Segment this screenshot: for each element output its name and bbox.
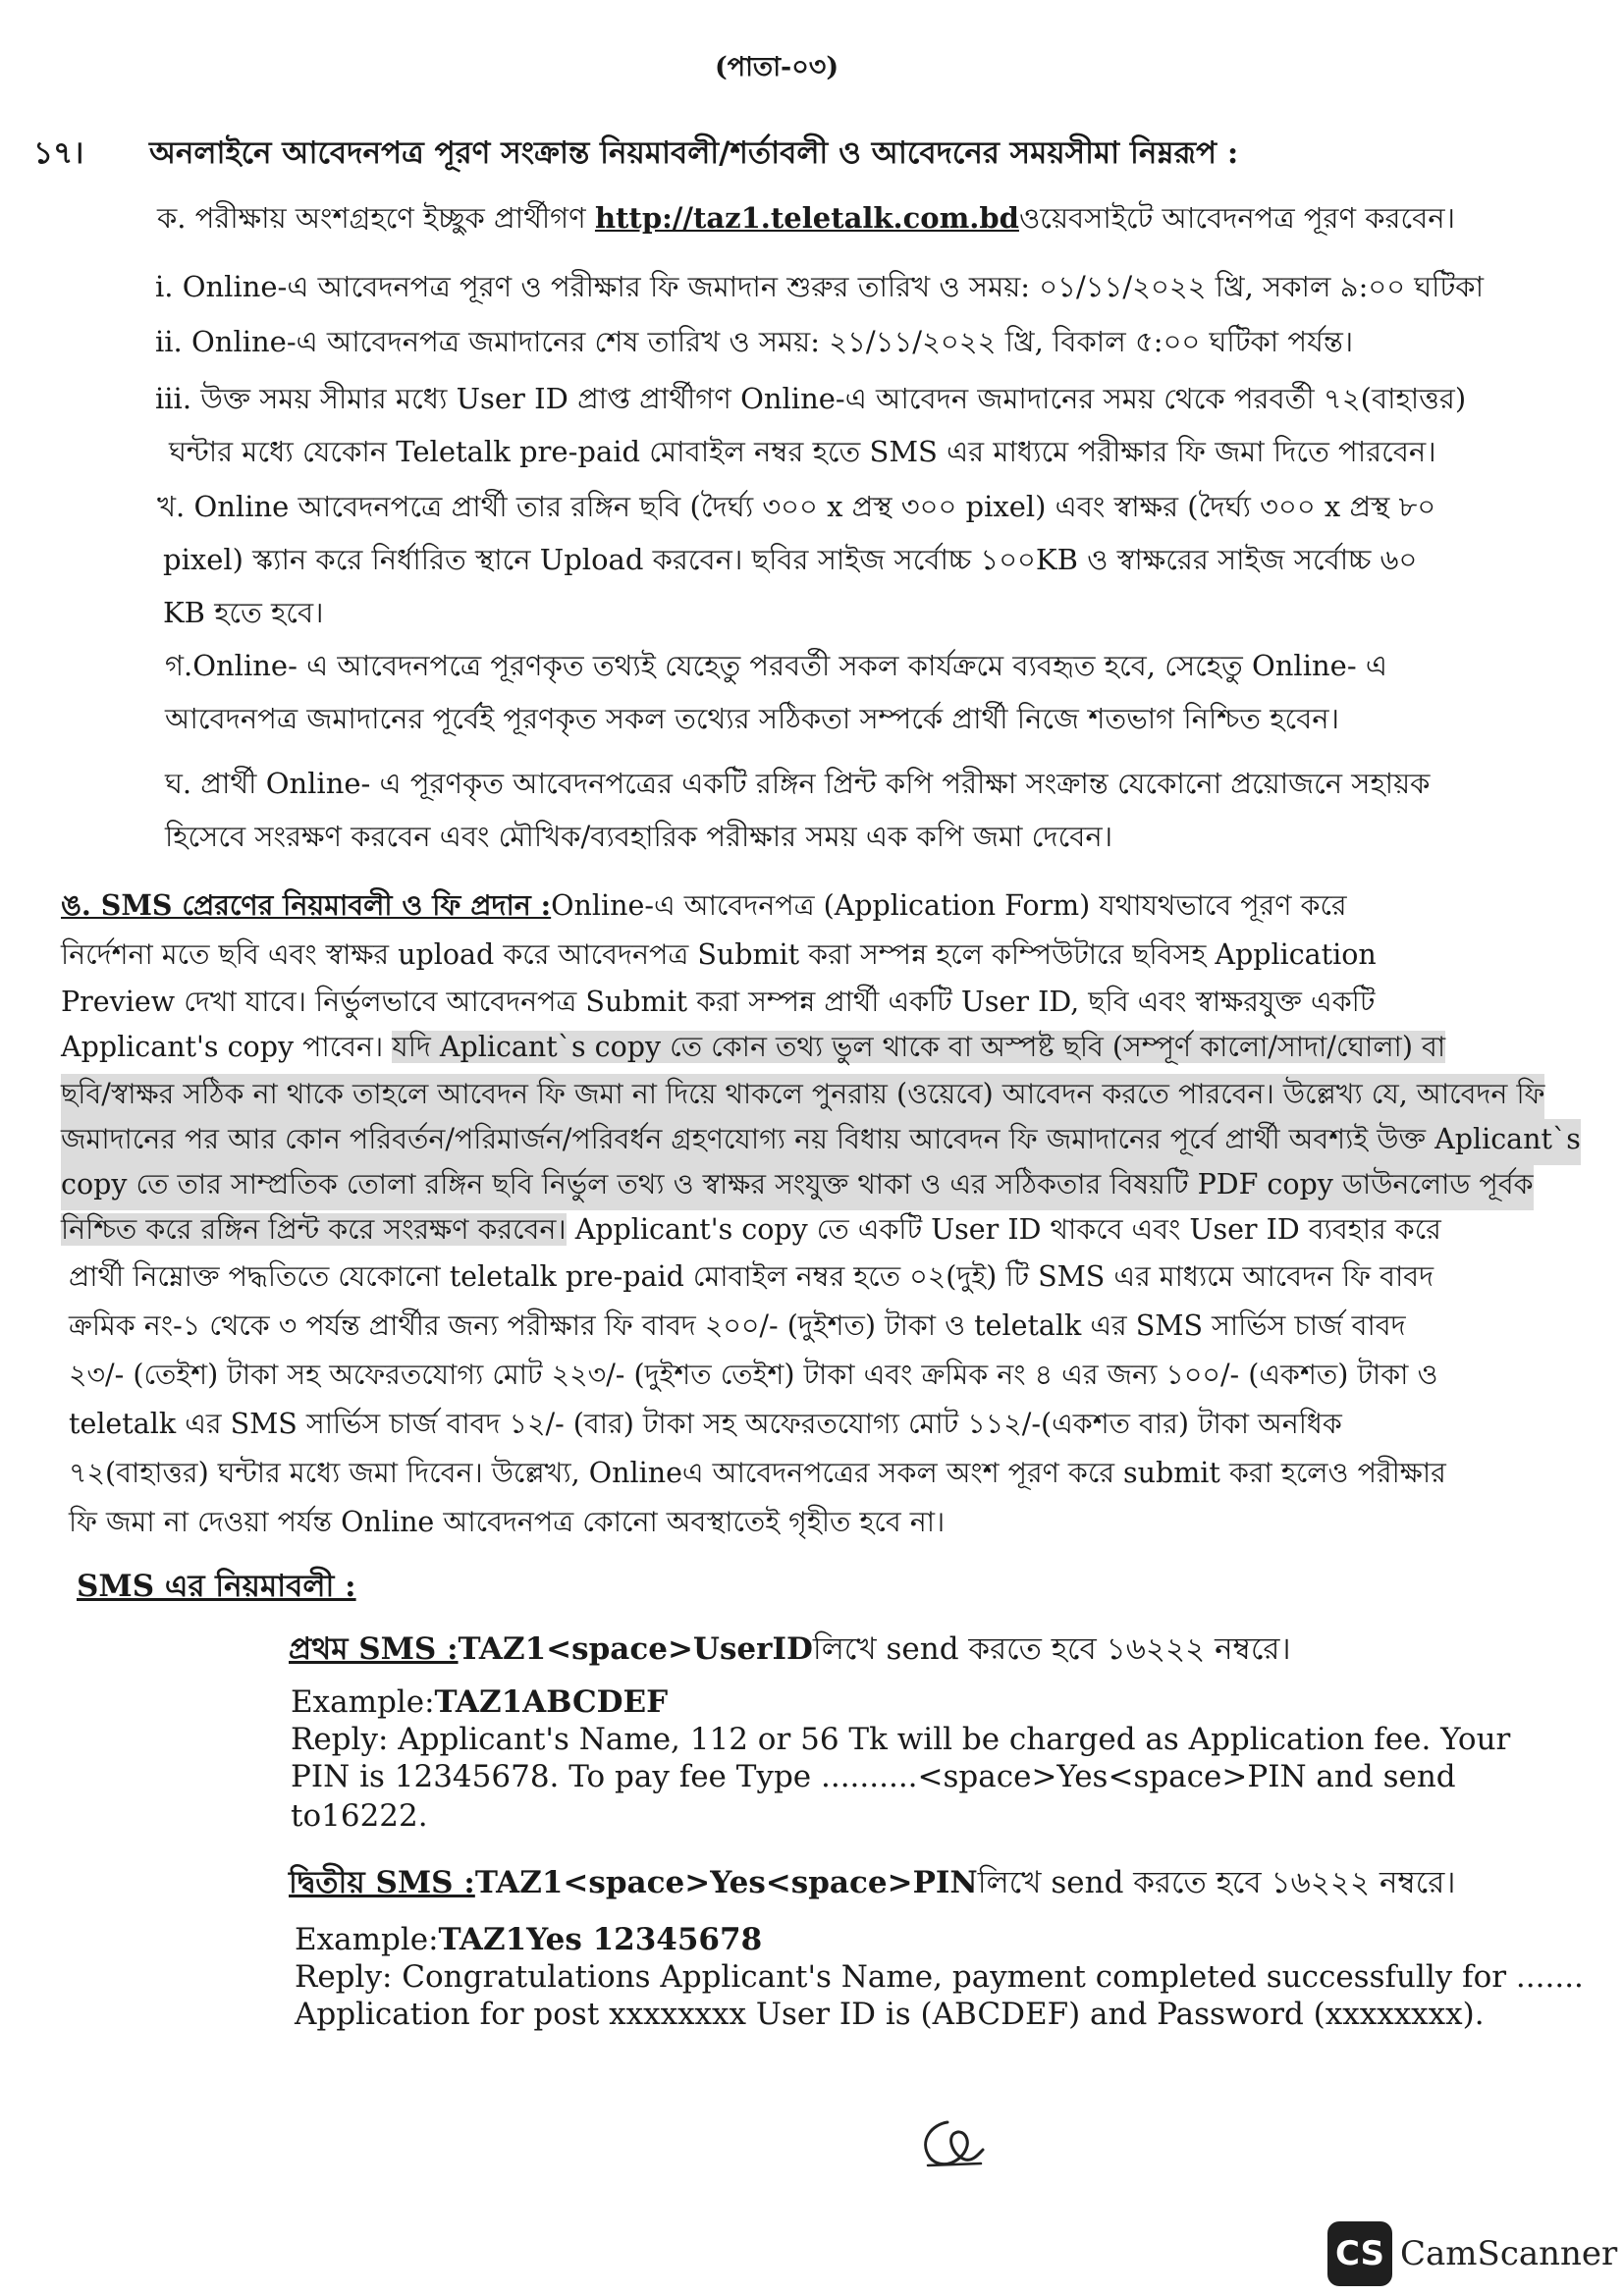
first-sms-example [291, 1684, 668, 1720]
tail-line-4: ২৩/- (তেইশ) টাকা সহ অফেরতযোগ্য মোট ২২৩/- (দুইশত তেইশ) টাকা এবং ক্রমিক নং ৪ এর জন্য ১০০/- (একশত) টাকা ও [69, 1359, 1438, 1391]
first-reply-line-2: PIN is 12345678. To pay fee Type ..........<space>Yes<space>PIN and send [291, 1759, 1456, 1794]
first-sms-label: প্রথম SMS : [289, 1631, 459, 1667]
tail-line-1: Applicant's copy তে একটি User ID থাকবে এবং User ID ব্যবহার করে [574, 1213, 1441, 1246]
item-uma-line-1: Online-এ আবেদনপত্র (Application Form) যথাযথভাবে পূরণ করে [551, 889, 1347, 922]
tail-line-7: ফি জমা না দেওয়া পর্যন্ত Online আবেদনপত্র কোনো অবস্থাতেই গৃহীত হবে না। [69, 1506, 946, 1538]
item-ka-suffix: ওয়েবসাইটে আবেদনপত্র পূরণ করবেন। [1018, 201, 1455, 235]
first-example-label: Example: [291, 1684, 435, 1720]
highlight-line-3: জমাদানের পর আর কোন পরিবর্তন/পরিমার্জন/পরিবর্ধন গ্রহণযোগ্য নয় বিধায় আবেদন ফি জমাদানের পূর্বে প্রার্থী অবশ্যই উক্ত Aplicant`s [61, 1119, 1581, 1165]
first-example-value: TAZ1ABCDEF [434, 1684, 669, 1720]
item-uma-line-2: নির্দেশনা মতে ছবি এবং স্বাক্ষর upload করে আবেদনপত্র Submit করা সম্পন্ন হলে কম্পিউটারে ছবিসহ Application [61, 938, 1377, 971]
roman-item-i: i. Online-এ আবেদনপত্র পূরণ ও পরীক্ষার ফি জমাদান শুরুর তারিখ ও সময়: ০১/১১/২০২২ খ্রি, সকাল ৯:০০ ঘটিকা [155, 270, 1484, 303]
roman-item-iii: iii. উক্ত সময় সীমার মধ্যে User ID প্রাপ্ত প্রার্থীগণ Online-এ আবেদন জমাদানের সময় থেকে পরবর্তী ৭২(বাহাত্তর) [155, 382, 1467, 415]
second-sms-rest: লিখে send করতে হবে ১৬২২২ নম্বরে। [977, 1865, 1456, 1900]
tail-line-6: ৭২(বাহাত্তর) ঘন্টার মধ্যে জমা দিবেন। উল্লেখ্য, Onlineএ আবেদনপত্রের সকল অংশ পূরণ করে submit করা হলেও পরীক্ষার [69, 1457, 1446, 1489]
signature-mark [908, 2110, 997, 2179]
item-uma-line-3: Preview দেখা যাবে। নির্ভুলভাবে আবেদনপত্র Submit করা সম্পন্ন প্রার্থী একটি User ID, ছবি এবং স্বাক্ষরযুক্ত একটি [61, 986, 1376, 1018]
item-ka [157, 196, 1455, 244]
second-example-value: TAZ1Yes 12345678 [438, 1922, 763, 1957]
second-example-label: Example: [295, 1922, 439, 1957]
first-sms-rest: লিখে send করতে হবে ১৬২২২ নম্বরে। [812, 1631, 1291, 1667]
second-sms-line [289, 1859, 1455, 1910]
second-reply-line-1: Reply: Congratulations Applicant's Name, payment completed successfully for ....... [295, 1959, 1584, 1995]
item-uma-heading: ঙ. SMS প্রেরণের নিয়মাবলী ও ফি প্রদান : [61, 888, 552, 922]
second-sms-label: দ্বিতীয় SMS : [289, 1865, 475, 1900]
second-reply-line-2: Application for post xxxxxxxx User ID is (ABCDEF) and Password (xxxxxxxx). [295, 1997, 1485, 2032]
item-kha-line-2: pixel) স্ক্যান করে নির্ধারিত স্থানে Upload করবেন। ছবির সাইজ সর্বোচ্চ ১০০KB ও স্বাক্ষরের সাইজ সর্বোচ্চ ৬০ [163, 543, 1418, 576]
first-reply-line-1: Reply: Applicant's Name, 112 or 56 Tk will be charged as Application fee. Your [291, 1722, 1511, 1757]
item-ga-line-1: গ.Online- এ আবেদনপত্রে পূরণকৃত তথ্যই যেহেতু পরবর্তী সকল কার্যক্রমে ব্যবহৃত হবে, সেহেতু Online- এ [165, 649, 1387, 682]
highlight-line-2: ছবি/স্বাক্ষর সঠিক না থাকে তাহলে আবেদন ফি জমা না দিয়ে থাকলে পুনরায় (ওয়েবে) আবেদন করতে পারবেন। উল্লেখ্য যে, আবেদন ফি [61, 1074, 1544, 1120]
page-marker: (পাতা-০৩) [715, 52, 839, 82]
item-uma-applicant-copy-line [61, 1027, 1445, 1073]
item-uma-first-line [61, 885, 1347, 932]
section-number: ১৭। [33, 135, 84, 171]
item-gha-line-1: ঘ. প্রার্থী Online- এ পূরণকৃত আবেদনপত্রের একটি রঙ্গিন প্রিন্ট কপি পরীক্ষা সংক্রান্ত যেকোনো প্রয়োজনে সহায়ক [165, 767, 1431, 800]
teletalk-url[interactable]: http://taz1.teletalk.com.bd [594, 201, 1019, 235]
highlight-tail-line [61, 1209, 1441, 1255]
first-sms-command: TAZ1<space>UserID [458, 1631, 813, 1667]
item-kha-line-1: খ. Online আবেদনপত্রে প্রার্থী তার রঙ্গিন ছবি (দৈর্ঘ্য ৩০০ x প্রস্থ ৩০০ pixel) এবং স্বাক্ষর (দৈর্ঘ্য ৩০০ x প্রস্থ ৮০ [157, 490, 1436, 523]
item-ga-line-2: আবেদনপত্র জমাদানের পূর্বেই পূরণকৃত সকল তথ্যের সঠিকতা সম্পর্কে প্রার্থী নিজে শতভাগ নিশ্চিত হবেন। [165, 702, 1339, 735]
first-sms-line [289, 1626, 1291, 1677]
camscanner-name: CamScanner [1400, 2234, 1618, 2273]
section-title: অনলাইনে আবেদনপত্র পূরণ সংক্রান্ত নিয়মাবলী/শর্তাবলী ও আবেদনের সময়সীমা নিম্নরূপ : [149, 135, 1239, 171]
second-sms-command: TAZ1<space>Yes<space>PIN [474, 1865, 978, 1900]
highlight-line-4: copy তে তার সাম্প্রতিক তোলা রঙ্গিন ছবি নির্ভুল তথ্য ও স্বাক্ষর সংযুক্ত থাকা ও এর সঠিকতার বিষয়টি PDF copy ডাউনলোড পূর্বক [61, 1164, 1534, 1210]
first-reply-line-3: to16222. [291, 1798, 428, 1834]
second-sms-example [295, 1922, 762, 1957]
highlight-line-5: নিশ্চিত করে রঙ্গিন প্রিন্ট করে সংরক্ষণ করবেন। [61, 1213, 567, 1246]
roman-item-iii-cont: ঘন্টার মধ্যে যেকোন Teletalk pre-paid মোবাইল নম্বর হতে SMS এর মাধ্যমে পরীক্ষার ফি জমা দিতে পারবেন। [169, 435, 1436, 468]
tail-line-2: প্রার্থী নিম্নোক্ত পদ্ধতিতে যেকোনো teletalk pre-paid মোবাইল নম্বর হতে ০২(দুই) টি SMS এর মাধ্যমে আবেদন ফি বাবদ [69, 1260, 1434, 1293]
item-ka-prefix: ক. পরীক্ষায় অংশগ্রহণে ইচ্ছুক প্রার্থীগণ [157, 201, 595, 235]
sms-rules-heading: SMS এর নিয়মাবলী : [77, 1569, 356, 1604]
tail-line-3: ক্রমিক নং-১ থেকে ৩ পর্যন্ত প্রার্থীর জন্য পরীক্ষার ফি বাবদ ২০০/- (দুইশত) টাকা ও teletalk এর SMS সার্ভিস চার্জ বাবদ [69, 1309, 1406, 1342]
item-gha-line-2: হিসেবে সংরক্ষণ করবেন এবং মৌখিক/ব্যবহারিক পরীক্ষার সময় এক কপি জমা দেবেন। [165, 820, 1113, 853]
roman-item-ii: ii. Online-এ আবেদনপত্র জমাদানের শেষ তারিখ ও সময়: ২১/১১/২০২২ খ্রি, বিকাল ৫:০০ ঘটিকা পর্যন্ত। [155, 325, 1354, 358]
highlight-line-1: যদি Aplicant`s copy তে কোন তথ্য ভুল থাকে বা অস্পষ্ট ছবি (সম্পূর্ণ কালো/সাদা/ঘোলা) বা [392, 1031, 1446, 1063]
item-uma-line-4: Applicant's copy পাবেন। [61, 1031, 384, 1063]
camscanner-logo: CS [1327, 2221, 1392, 2286]
item-kha-line-3: KB হতে হবে। [163, 596, 324, 629]
tail-line-5: teletalk এর SMS সার্ভিস চার্জ বাবদ ১২/- (বার) টাকা সহ অফেরতযোগ্য মোট ১১২/-(একশত বার) টাকা অনধিক [69, 1408, 1342, 1440]
